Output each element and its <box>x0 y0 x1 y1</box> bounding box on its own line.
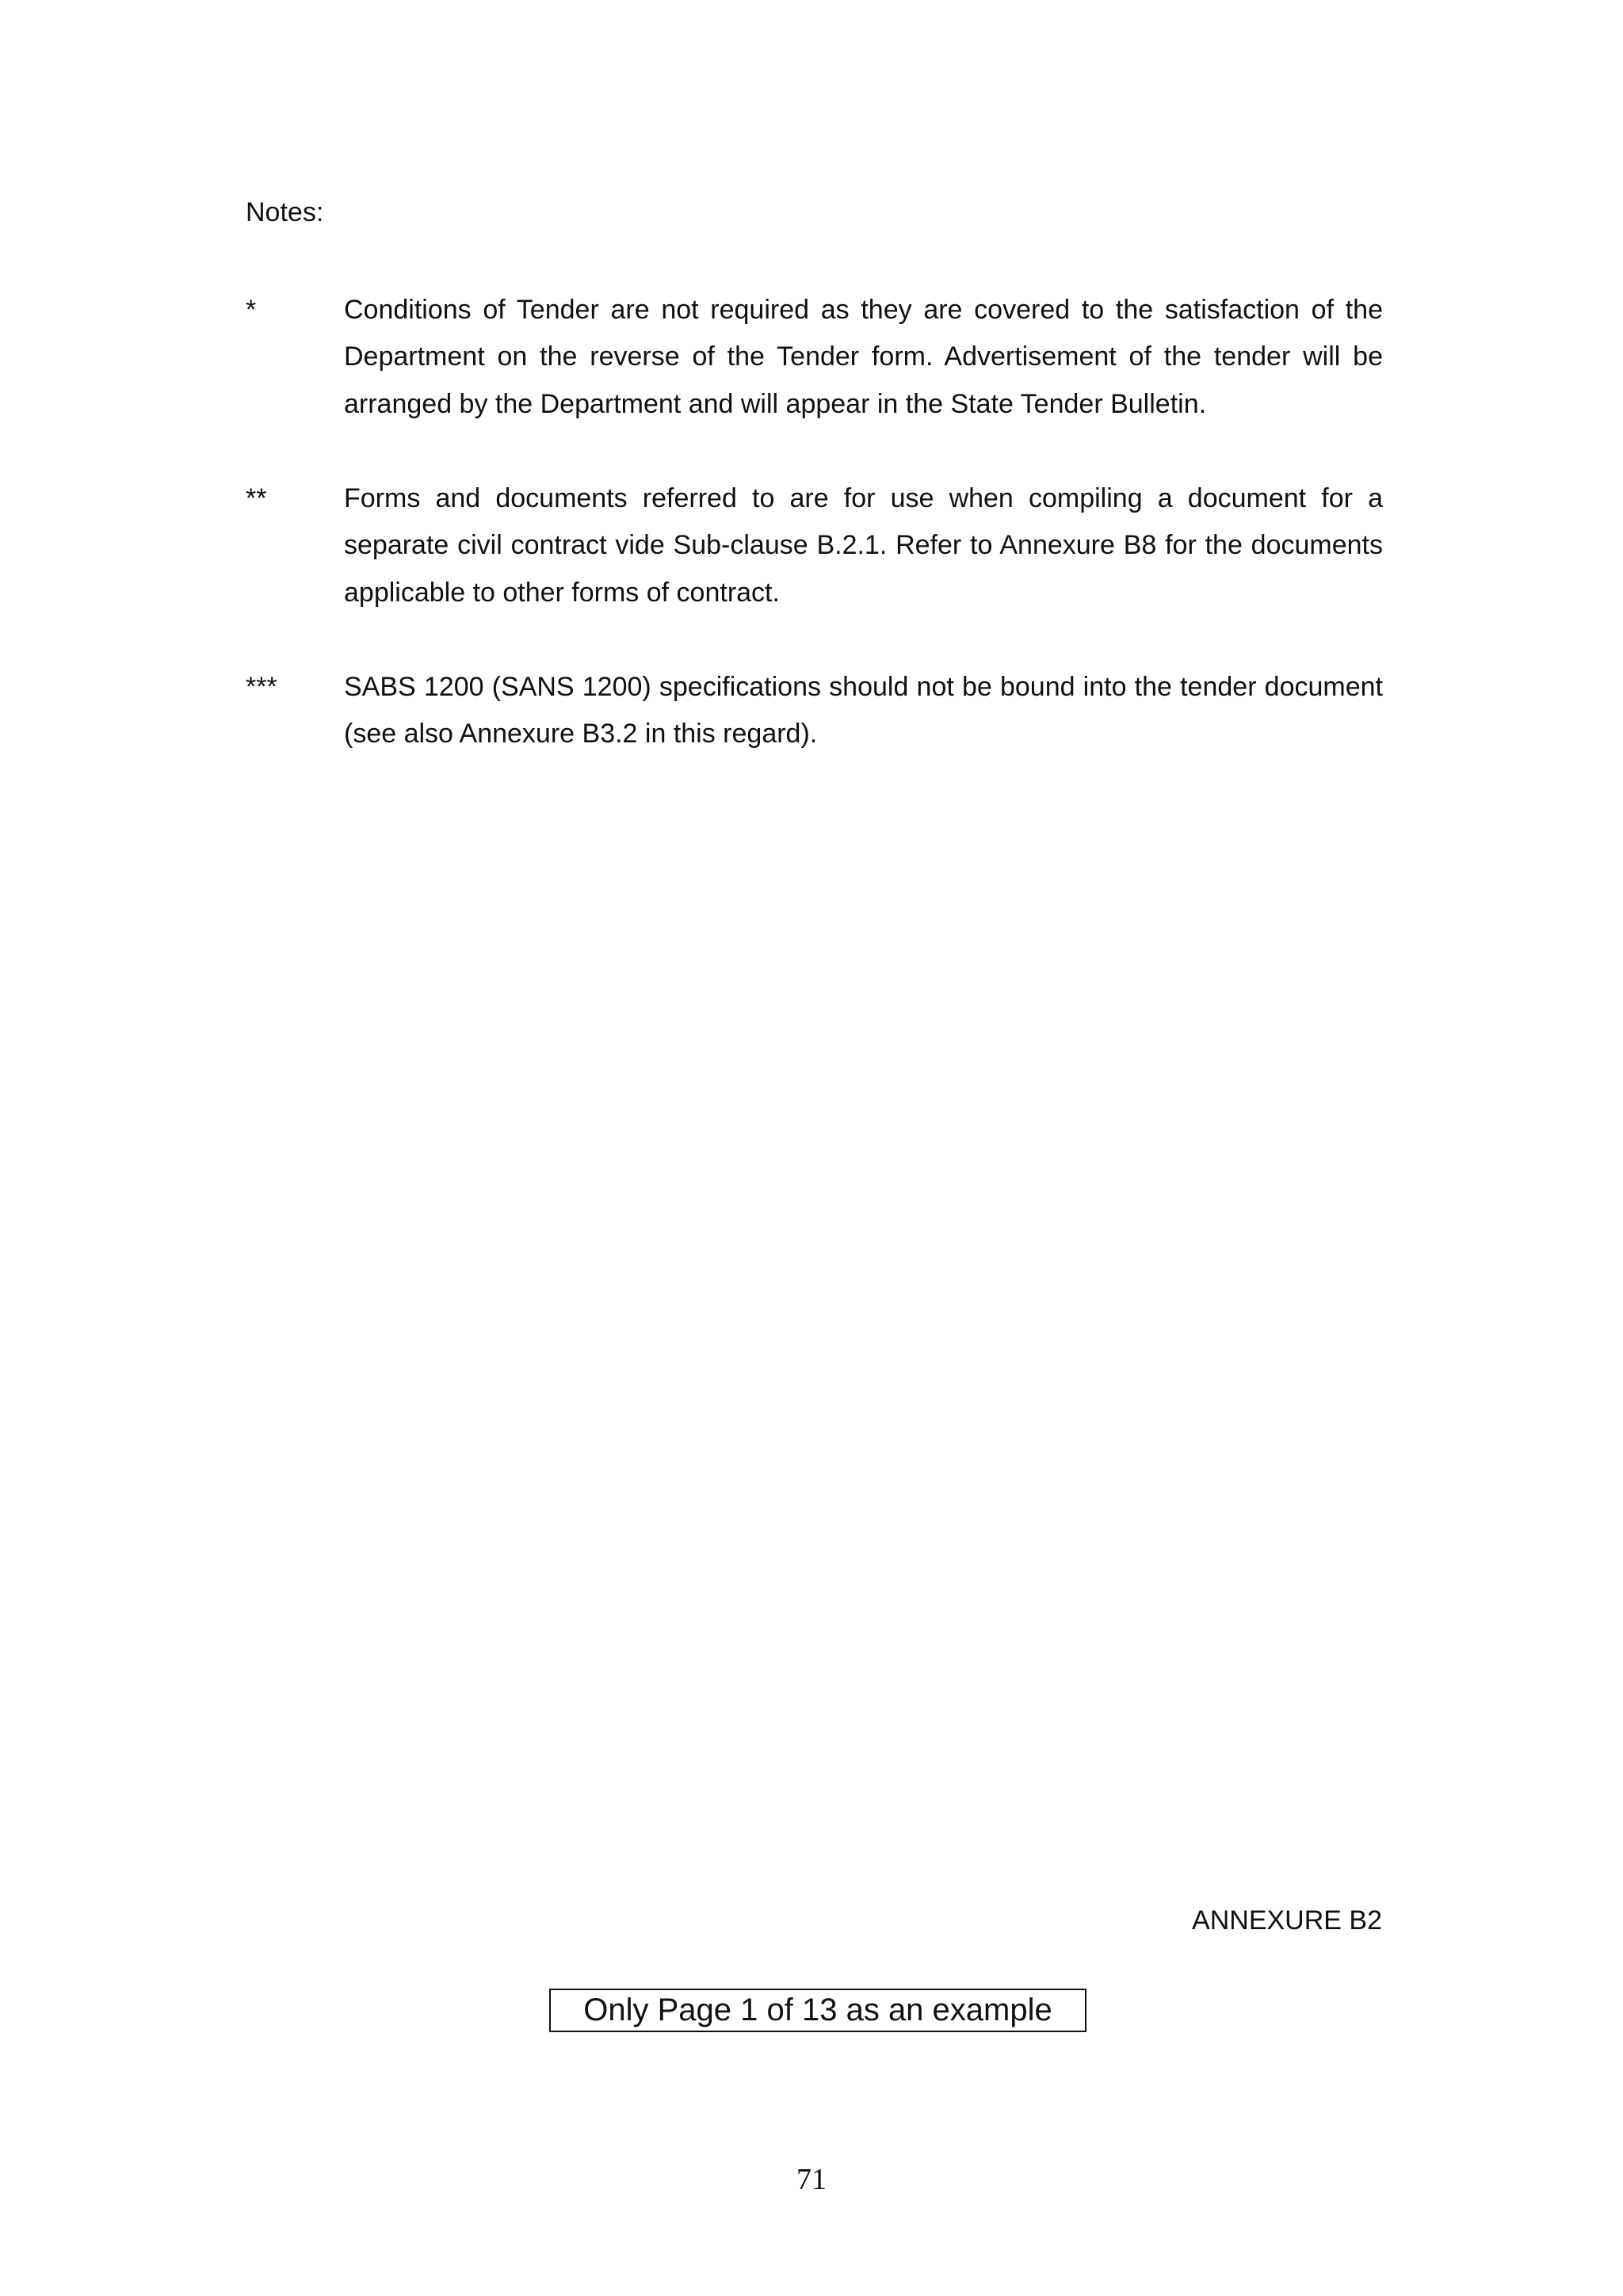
note-marker: * <box>246 295 257 325</box>
note-marker: ** <box>246 483 267 513</box>
page-number: 71 <box>796 2163 827 2196</box>
note-text: Conditions of Tender are not required as they are covered to the satisfaction of the Department on the reverse of the Tender form. Advertisement of the tender will be arranged by the Department and will appear in the State Tender Bulletin. <box>344 295 1383 419</box>
note-item <box>246 287 1383 428</box>
note-text: Forms and documents referred to are for use when compiling a document for a separate civil contract vide Sub-clause B.2.1. Refer to Annexure B8 for the documents applicable to other forms of contract. <box>344 483 1383 608</box>
note-text: SABS 1200 (SANS 1200) specifications should not be bound into the tender document (see also Annexure B3.2 in this regard). <box>344 672 1383 749</box>
annexure-label: ANNEXURE B2 <box>1192 1905 1382 1936</box>
note-item <box>246 475 1383 616</box>
note-item <box>246 664 1383 758</box>
note-marker: *** <box>246 672 277 702</box>
notes-heading: Notes: <box>246 197 324 227</box>
example-note-box: Only Page 1 of 13 as an example <box>549 1989 1086 2032</box>
